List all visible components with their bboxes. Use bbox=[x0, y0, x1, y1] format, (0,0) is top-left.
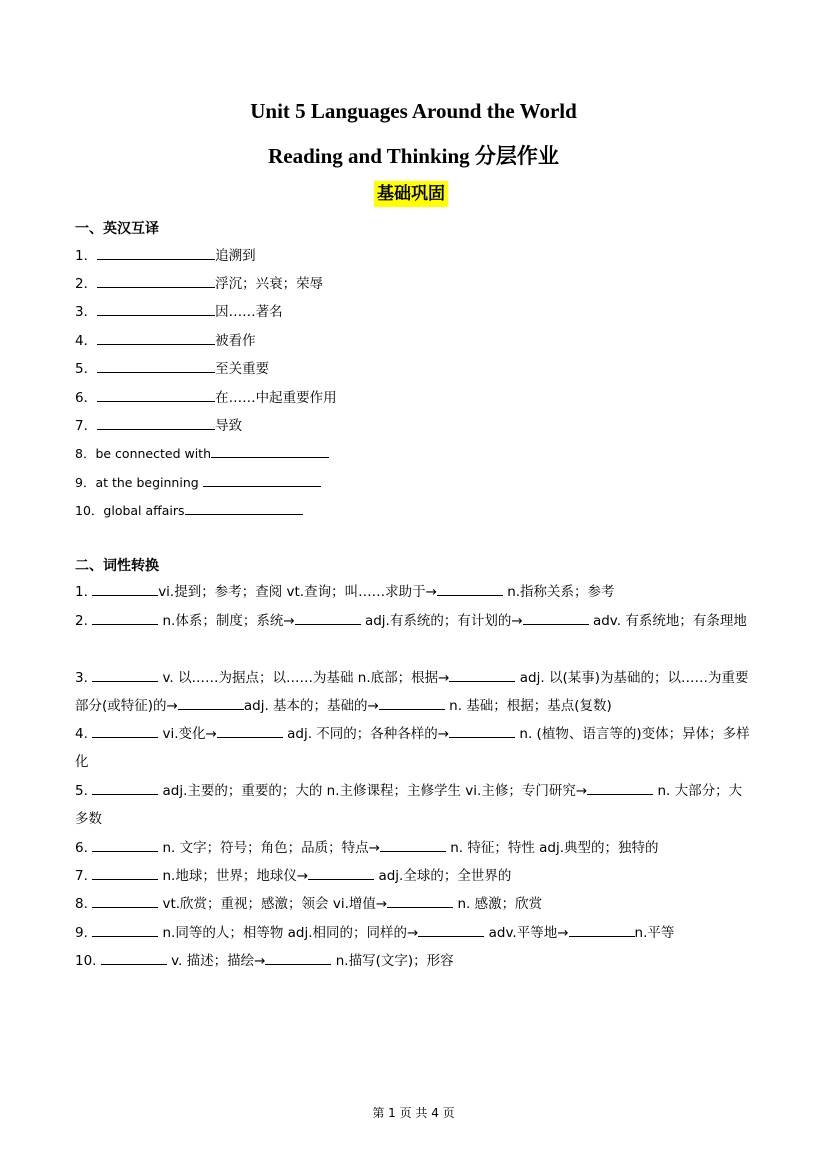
part1-item: 2． 浮沉；兴衰；荣辱 bbox=[75, 276, 324, 292]
answer-blank[interactable] bbox=[203, 473, 321, 487]
part2-item: 5. adj.主要的；重要的；大的 n.主修课程；主修学生 vi.主修；专门研究→ n. 大部分；大多数 bbox=[75, 783, 743, 827]
answer-blank[interactable] bbox=[308, 866, 374, 880]
part2-item: 9. n.同等的人；相等物 adj.相同的；同样的→ adv.平等地→ n.平等 bbox=[75, 925, 675, 941]
answer-blank[interactable] bbox=[380, 838, 446, 852]
answer-blank[interactable] bbox=[97, 331, 215, 345]
part2-item: 6. n. 文字；符号；角色；品质；特点→ n. 特征；特性 adj.典型的；独特的 bbox=[75, 840, 659, 856]
answer-blank[interactable] bbox=[178, 696, 244, 710]
answer-blank[interactable] bbox=[97, 416, 215, 430]
answer-blank[interactable] bbox=[265, 951, 331, 965]
part2-item: 4. vi.变化→ adj. 不同的；各种各样的→ n. (植物、语言等的)变体；异体；多样化 bbox=[75, 726, 750, 770]
answer-blank[interactable] bbox=[437, 582, 503, 596]
answer-blank[interactable] bbox=[97, 359, 215, 373]
part1-item: 3． 因……著名 bbox=[75, 304, 283, 320]
answer-blank[interactable] bbox=[92, 838, 158, 852]
answer-blank[interactable] bbox=[92, 668, 158, 682]
answer-blank[interactable] bbox=[97, 246, 215, 260]
part2-item: 2. n.体系；制度；系统→ adj.有系统的；有计划的→ adv. 有系统地；有条理地 bbox=[75, 613, 747, 629]
answer-blank[interactable] bbox=[101, 951, 167, 965]
part2-item: 3. v. 以……为据点；以……为基础 n.底部；根据→ adj. 以(某事)为基础的；以……为重要部分(或特征)的→ adj. 基本的；基础的→ n. 基础；根据；基点(复数) bbox=[75, 670, 749, 714]
part1-item: 7． 导致 bbox=[75, 418, 243, 434]
answer-blank[interactable] bbox=[185, 501, 303, 515]
answer-blank[interactable] bbox=[92, 923, 158, 937]
part1-item: 10．global affairs bbox=[75, 501, 303, 521]
part1-item: 1． 追溯到 bbox=[75, 248, 256, 264]
answer-blank[interactable] bbox=[97, 274, 215, 288]
answer-blank[interactable] bbox=[92, 781, 158, 795]
answer-blank[interactable] bbox=[379, 696, 445, 710]
answer-blank[interactable] bbox=[211, 444, 329, 458]
answer-blank[interactable] bbox=[92, 611, 158, 625]
answer-blank[interactable] bbox=[523, 611, 589, 625]
section-badge: 基础巩固 bbox=[374, 181, 448, 207]
answer-blank[interactable] bbox=[217, 724, 283, 738]
part1-item: 9．at the beginning bbox=[75, 473, 321, 493]
part1-item: 8．be connected with bbox=[75, 444, 329, 464]
part1-item: 4． 被看作 bbox=[75, 333, 256, 349]
part2-item: 10. v. 描述；描绘→ n.描写(文字)；形容 bbox=[75, 953, 454, 969]
answer-blank[interactable] bbox=[97, 388, 215, 402]
part1-heading: 一、英汉互译 bbox=[75, 221, 159, 237]
part2-item: 7. n.地球；世界；地球仪→ adj.全球的；全世界的 bbox=[75, 868, 512, 884]
answer-blank[interactable] bbox=[449, 724, 515, 738]
answer-blank[interactable] bbox=[587, 781, 653, 795]
answer-blank[interactable] bbox=[97, 302, 215, 316]
title-unit: Unit 5 Languages Around the World bbox=[250, 99, 577, 123]
part2-item: 8. vt.欣赏；重视；感激；领会 vi.增值→ n. 感激；欣赏 bbox=[75, 896, 543, 912]
answer-blank[interactable] bbox=[92, 866, 158, 880]
answer-blank[interactable] bbox=[449, 668, 515, 682]
answer-blank[interactable] bbox=[92, 582, 158, 596]
answer-blank[interactable] bbox=[418, 923, 484, 937]
part2-item: 1. vi.提到；参考；查阅 vt.查询；叫……求助于→ n.指称关系；参考 bbox=[75, 584, 615, 600]
title-subtitle: Reading and Thinking 分层作业 bbox=[268, 144, 559, 168]
answer-blank[interactable] bbox=[92, 894, 158, 908]
part2-heading: 二、词性转换 bbox=[75, 558, 159, 574]
part1-item: 5． 至关重要 bbox=[75, 361, 270, 377]
answer-blank[interactable] bbox=[92, 724, 158, 738]
page-footer: 第 1 页 共 4 页 bbox=[372, 1106, 455, 1120]
answer-blank[interactable] bbox=[387, 894, 453, 908]
answer-blank[interactable] bbox=[569, 923, 635, 937]
part1-item: 6． 在……中起重要作用 bbox=[75, 390, 337, 406]
answer-blank[interactable] bbox=[295, 611, 361, 625]
